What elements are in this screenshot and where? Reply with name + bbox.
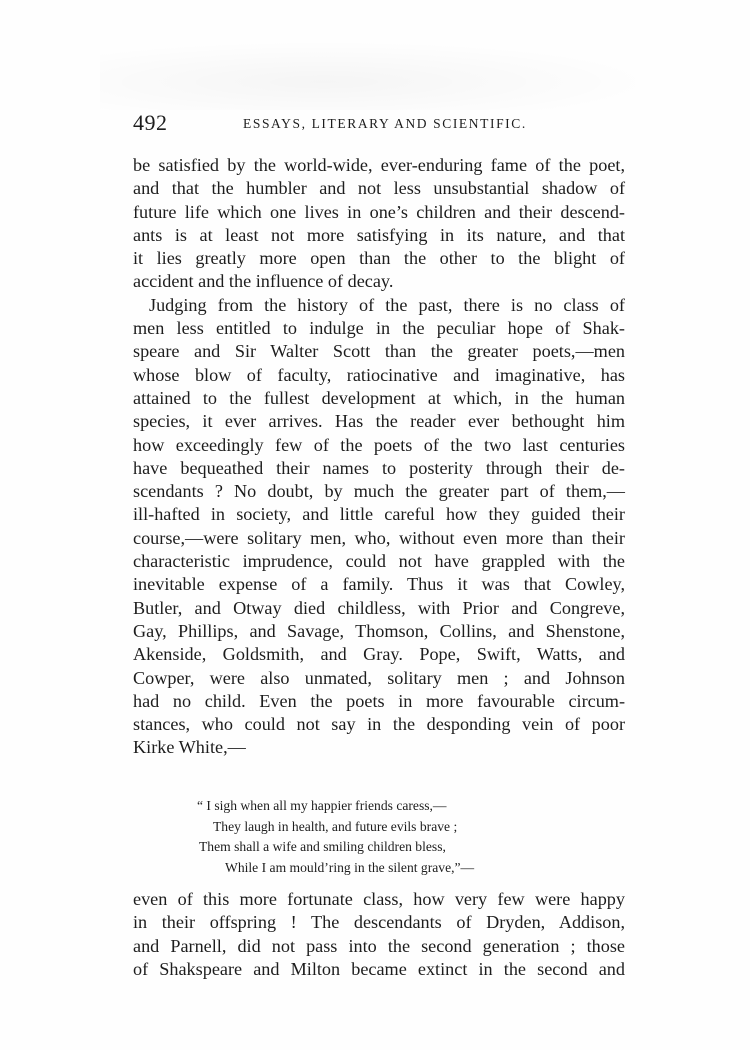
text-line: Butler, and Otway died childless, with Prior and Congreve,	[133, 597, 625, 618]
text-line: had no child. Even the poets in more favourable circum-	[133, 690, 625, 711]
text-line: speare and Sir Walter Scott than the greater poets,—men	[133, 341, 625, 362]
text-line: future life which one lives in one’s children and their descend-	[133, 201, 625, 222]
body-text	[133, 154, 625, 760]
text-line: scendants ? No doubt, by much the greater part of them,—	[133, 481, 625, 502]
text-line: in their offspring ! The descendants of Dryden, Addison,	[133, 912, 625, 933]
page-number: 492	[133, 110, 168, 135]
page-header	[133, 110, 625, 140]
text-line: have bequeathed their names to posterity through their de-	[133, 457, 625, 478]
text-line: Gay, Phillips, and Savage, Thomson, Collins, and Shenstone,	[133, 620, 625, 641]
text-line: be satisfied by the world-wide, ever-enduring fame of the poet,	[133, 155, 625, 175]
verse-line: While I am mould’ring in the silent grave,”—	[225, 859, 475, 875]
text-line: characteristic imprudence, could not have grappled with the	[133, 551, 625, 572]
text-line: whose blow of faculty, ratiocinative and imaginative, has	[133, 364, 625, 385]
text-line: stances, who could not say in the desponding vein of poor	[133, 714, 625, 735]
text-line: Kirke White,—	[133, 737, 246, 758]
verse-line: “ I sigh when all my happier friends caress,—	[197, 798, 447, 813]
text-line: men less entitled to indulge in the peculiar hope of Shak-	[133, 318, 625, 339]
text-line: Akenside, Goldsmith, and Gray. Pope, Swift, Watts, and	[133, 644, 625, 665]
verse-line: Them shall a wife and smiling children bless,	[199, 839, 446, 854]
continuation-text	[133, 888, 625, 981]
scan-smudge	[100, 40, 660, 110]
text-line: even of this more fortunate class, how very few were happy	[133, 889, 625, 909]
text-line: Judging from the history of the past, there is no class of	[149, 294, 625, 315]
text-line: of Shakspeare and Milton became extinct in the second and	[133, 958, 625, 979]
text-line: how exceedingly few of the poets of the two last centuries	[133, 434, 625, 455]
text-line: inevitable expense of a family. Thus it was that Cowley,	[133, 574, 625, 595]
text-line: attained to the fullest development at which, in the human	[133, 387, 625, 408]
text-line: ill-hafted in society, and little careful how they guided their	[133, 504, 625, 525]
text-line: Cowper, were also unmated, solitary men ; and Johnson	[133, 667, 625, 688]
running-head: ESSAYS, LITERARY AND SCIENTIFIC.	[243, 116, 527, 131]
text-line: species, it ever arrives. Has the reader ever bethought him	[133, 411, 625, 432]
verse-quotation	[197, 796, 557, 878]
text-line: accident and the influence of decay.	[133, 271, 394, 292]
text-line: it lies greatly more open than the other to the blight of	[133, 248, 625, 269]
verse-line: They laugh in health, and future evils brave ;	[213, 818, 458, 834]
text-line: course,—were solitary men, who, without even more than their	[133, 527, 625, 548]
text-line: and that the humbler and not less unsubstantial shadow of	[133, 178, 625, 199]
text-line: and Parnell, did not pass into the second generation ; those	[133, 935, 625, 956]
text-line: ants is at least not more satisfying in its nature, and that	[133, 224, 625, 245]
